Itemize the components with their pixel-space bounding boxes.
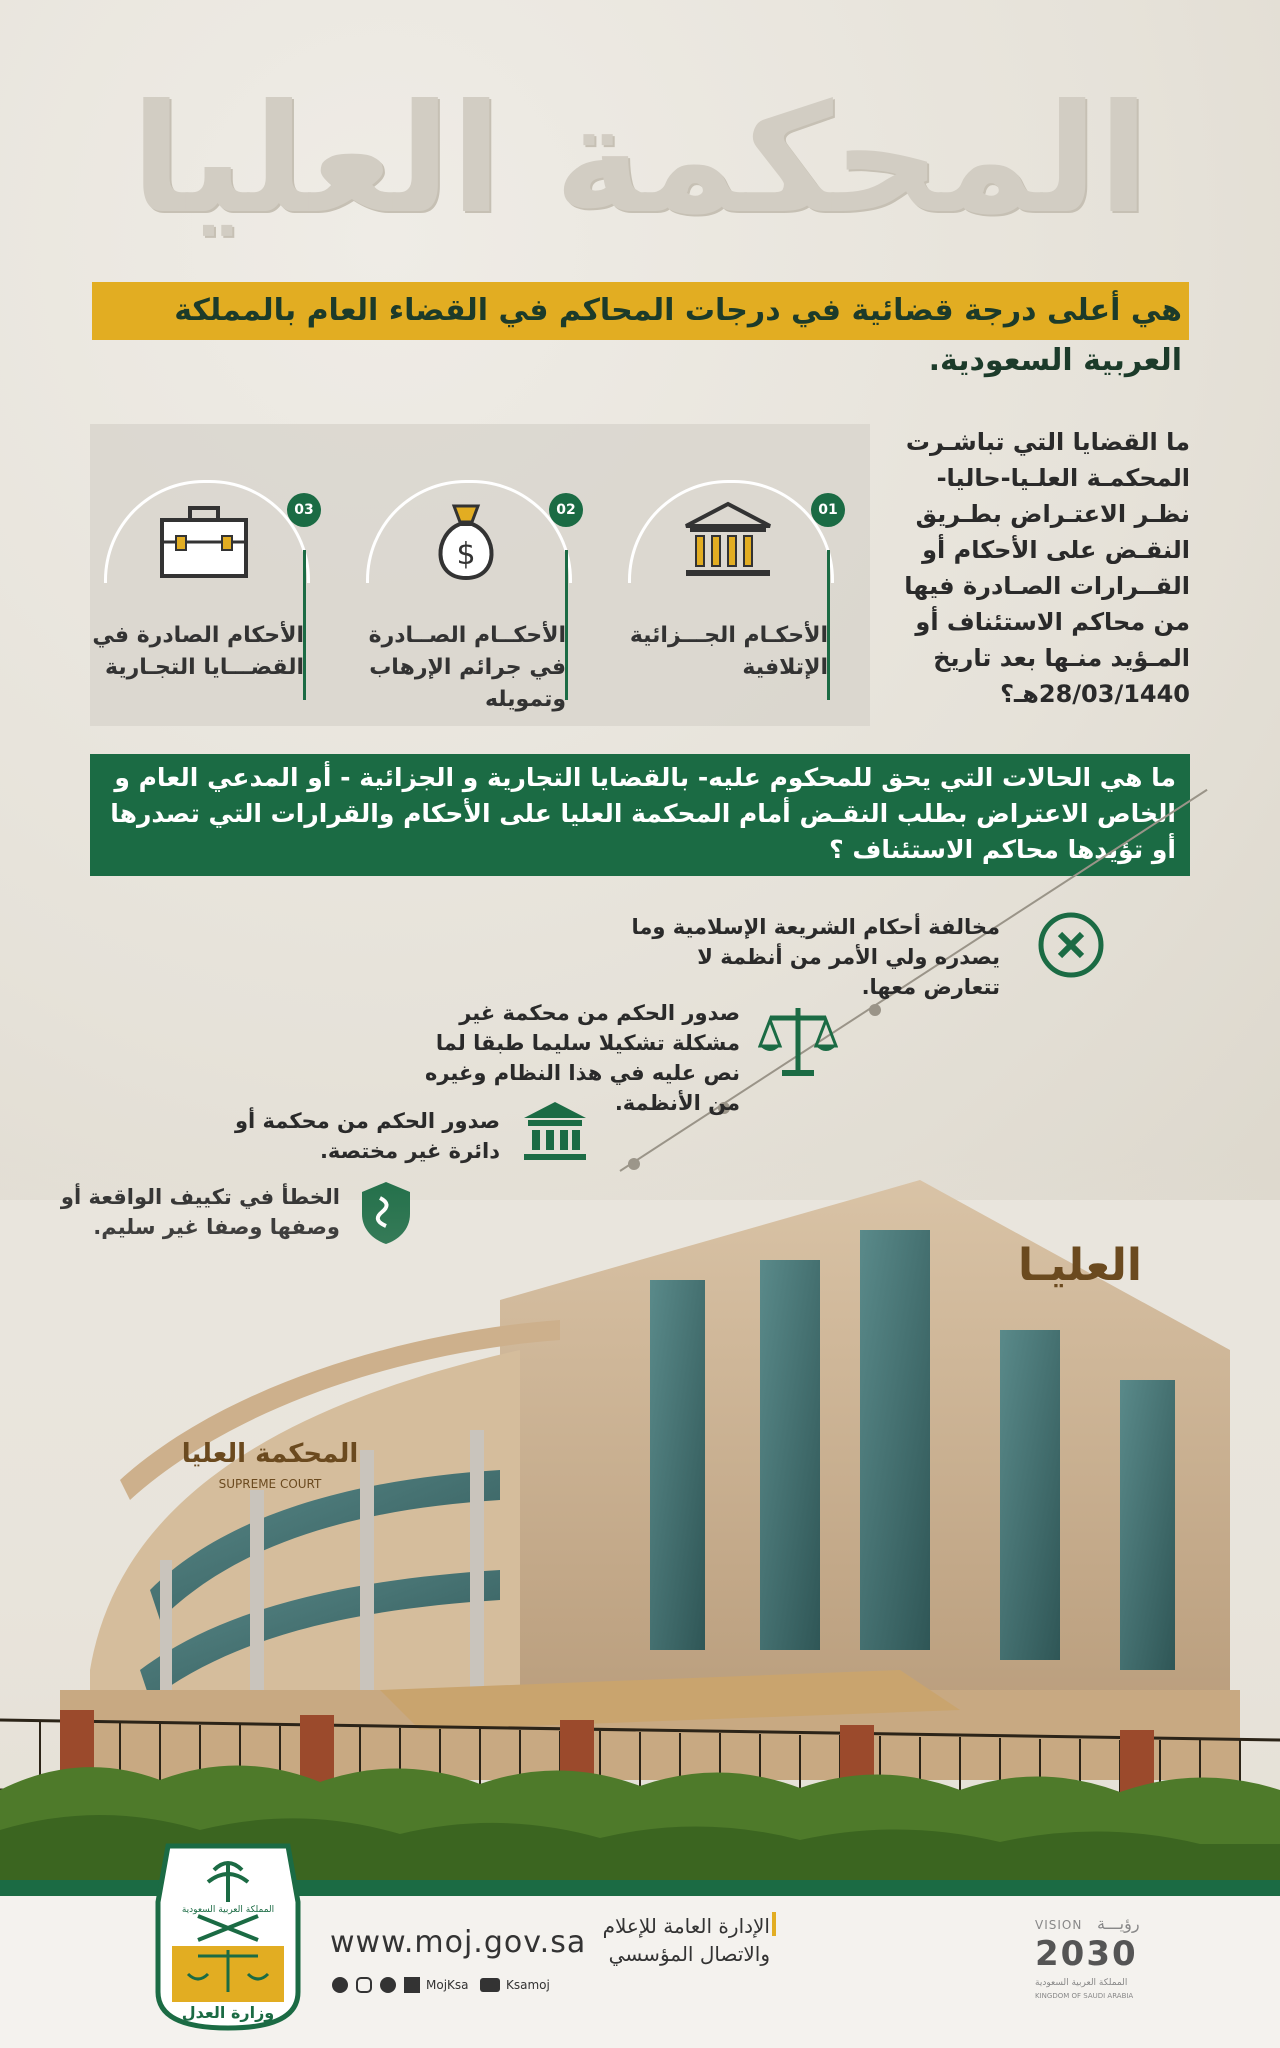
social-handle-1: MojKsa [426, 1978, 469, 1992]
vision-ar: رؤيـــة [1097, 1914, 1140, 1933]
subtitle-text: هي أعلى درجة قضائية في درجات المحاكم في القضاء العام بالمملكة العربية السعودية. [174, 293, 1182, 378]
social-bar [332, 1975, 582, 1997]
vision-2030-logo [1035, 1914, 1165, 2018]
money-bag-icon [406, 490, 526, 590]
svg-text:$: $ [456, 537, 476, 572]
item-02-number: 02 [549, 493, 583, 527]
department-bracket [772, 1912, 776, 1972]
vision-kingdom-ar: المملكة العربية السعودية [1035, 1978, 1128, 1988]
supreme-court-photo [0, 1150, 1280, 1882]
page-title: المحكمة العليا [130, 73, 1150, 247]
vision-en: VISION [1035, 1918, 1083, 1932]
snapchat-icon[interactable] [380, 1977, 396, 1993]
social-handle-2: Ksamoj [506, 1978, 550, 1992]
item-01-number: 01 [811, 493, 845, 527]
condition-3-text: صدور الحكم من محكمة أو [234, 1109, 500, 1133]
question-text: ما هي الحالات التي يحق للمحكوم عليه- بالقضايا التجارية و الجزائية - أو المدعي العام و الخاص الاعتراض بطلب النقـض أمام المحكمة العليا على الأحكام والقرارات التي تصدرها أو تؤيدها محاكم الاستئناف ؟ [110, 763, 1176, 864]
department-name: الإدارة العامة للإعلام والاتصال المؤسسي [602, 1914, 770, 1966]
twitter-icon[interactable] [332, 1977, 348, 1993]
x-circle-icon [1036, 910, 1106, 980]
item-03-number: 03 [287, 493, 321, 527]
ministry-name: وزارة العدل [181, 2003, 275, 2022]
sign-right: العليـا [1018, 1240, 1142, 1291]
condition-1-text: مخالفة أحكام الشريعة الإسلامية وما يصدره ولي الأمر من أنظمة لا تتعارض معها. [631, 915, 1000, 999]
sign-english: SUPREME COURT [218, 1477, 322, 1491]
youtube-icon[interactable] [480, 1978, 500, 1992]
ministry-of-justice-logo [148, 1842, 308, 2032]
item-01-label: الأحكـام الجـــزائية الإتلافية [629, 623, 828, 680]
connector-dot-1 [869, 1004, 881, 1016]
item-02-label: الأحكــام الصــادرة في جرائم الإرهاب وتمويله [368, 623, 566, 712]
vision-year: 2030 [1035, 1934, 1138, 1974]
sign-left: المحكمة العليا [181, 1439, 359, 1469]
side-question: ما القضايا التي تباشـرت المحكمـة العلـيا-حاليا- نظـر الاعتـراض بطـريق النقـض على الأحكام أو القــرارات الصـادرة فيها من محاكم الاستئناف أو المـؤيد منـها بعد تاريخ 28/03/1440هـ؟ [904, 428, 1190, 708]
condition-2-text: صدور الحكم من محكمة غير مشكلة تشكيلا سليما طبقا لما نص عليه في هذا النظام وغيره من الأنظمة. [424, 1001, 740, 1115]
vision-kingdom-en: KINGDOM OF SAUDI ARABIA [1035, 1992, 1134, 2000]
courthouse-icon [668, 490, 788, 590]
ministry-kingdom: المملكة العربية السعودية [181, 1905, 275, 1915]
instagram-icon[interactable] [356, 1977, 372, 1993]
item-03-label: الأحكام الصادرة في القضـــايا التجـارية [92, 623, 304, 680]
briefcase-icon [144, 490, 264, 590]
website-link[interactable]: www.moj.gov.sa [330, 1925, 587, 1960]
scales-icon [758, 1000, 838, 1080]
linkedin-icon[interactable] [404, 1977, 420, 1993]
